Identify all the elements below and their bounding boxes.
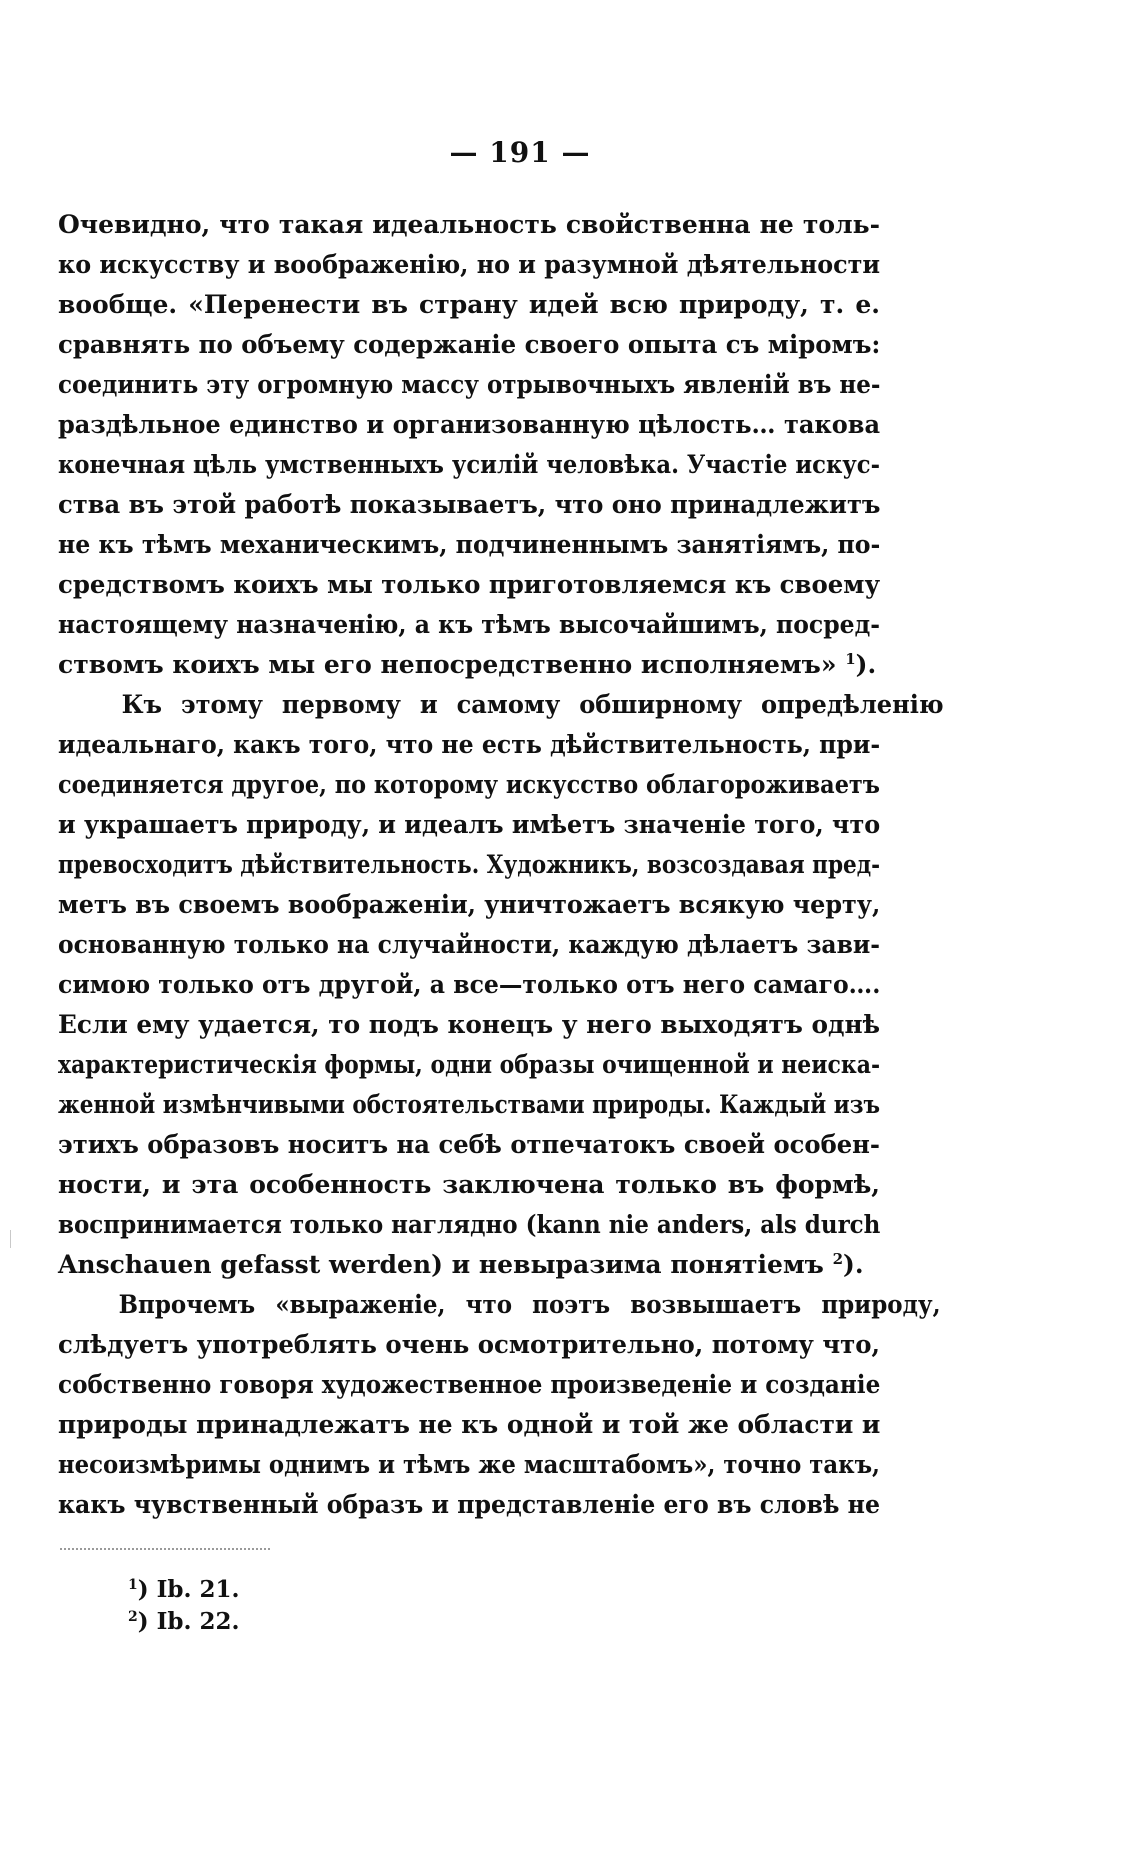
paragraph-end-line — [58, 645, 880, 685]
text-line: ко искусству и воображенію, но и разумной дѣятельности — [58, 250, 881, 279]
text-line: природы принадлежатъ не къ одной и той же области и — [58, 1410, 881, 1439]
text-line: не къ тѣмъ механическимъ, подчиненнымъ занятіямъ, по- — [58, 530, 881, 559]
footnote-mark: 1 — [128, 1577, 138, 1593]
text-line: слѣдуетъ употреблять очень осмотрительно, потому что, — [58, 1330, 880, 1359]
text-line: соединяется другое, по которому искусство облагороживаетъ — [58, 770, 880, 799]
paragraph-end-line — [58, 1245, 880, 1285]
footnotes — [128, 1574, 240, 1638]
footnote-ref-close: ). — [843, 1250, 864, 1279]
text-line: Очевидно, что такая идеальность свойственна не толь- — [58, 210, 880, 239]
text-line: превосходитъ дѣйствительность. Художникъ, возсоздавая пред- — [58, 850, 881, 879]
footnote-ref-close: ). — [855, 650, 877, 679]
text-line: настоящему назначенію, а къ тѣмъ высочайшимъ, посред- — [58, 610, 880, 639]
text-line: соединить эту огромную массу отрывочныхъ явленій въ не- — [58, 370, 881, 399]
text-line: конечная цѣль умственныхъ усилій человѣка. Участіе искус- — [58, 450, 881, 479]
text-line: симою только отъ другой, а все—только отъ него самаго…. — [58, 970, 881, 999]
text-line: воспринимается только наглядно (kann nie anders, als durch — [58, 1210, 881, 1239]
text-line: ности, и эта особенность заключена только въ формѣ, — [58, 1170, 880, 1199]
text-line: собственно говоря художественное произведеніе и созданіе — [58, 1370, 881, 1399]
page-number: — 191 — — [449, 136, 591, 169]
footnote-mark: 2 — [128, 1609, 138, 1625]
scan-margin-mark — [10, 1230, 11, 1248]
text-line: этихъ образовъ носитъ на себѣ отпечатокъ своей особен- — [58, 1130, 880, 1159]
text-line: характеристическія формы, одни образы очищенной и неиска- — [58, 1050, 881, 1079]
text-line: идеальнаго, какъ того, что не есть дѣйствительность, при- — [58, 730, 881, 759]
text-line: какъ чувственный образъ и представленіе его въ словѣ не — [58, 1490, 880, 1519]
text-line: Къ этому первому и самому обширному опредѣленію — [121, 690, 944, 719]
footnote-ref-2: 2 — [832, 1250, 844, 1268]
text-line: раздѣльное единство и организованную цѣлость… такова — [58, 410, 881, 439]
text-line: метъ въ своемъ воображеніи, уничтожаетъ всякую черту, — [58, 890, 881, 919]
text-line: Впрочемъ «выраженіе, что поэтъ возвышаетъ природу, — [118, 1290, 941, 1319]
body-text — [58, 205, 944, 1525]
text-line: сравнять по объему содержаніе своего опыта съ міромъ: — [58, 330, 881, 359]
text-line: ства въ этой работѣ показываетъ, что оно принадлежитъ — [58, 490, 881, 519]
text-line: основанную только на случайности, каждую дѣлаетъ зави- — [58, 930, 881, 959]
text-line: несоизмѣримы однимъ и тѣмъ же масштабомъ», точно такъ, — [58, 1450, 880, 1479]
footnote-1 — [128, 1574, 240, 1606]
text-line: средствомъ коихъ мы только приготовляемся къ своему — [58, 570, 881, 599]
footnote-divider — [60, 1548, 270, 1550]
footnote-text: ) Ib. 21. — [137, 1576, 240, 1603]
text-line: Если ему удается, то подъ конецъ у него выходятъ однѣ — [58, 1010, 881, 1039]
text-line: и украшаетъ природу, и идеалъ имѣетъ значеніе того, что — [58, 810, 881, 839]
text-line: женной измѣнчивыми обстоятельствами природы. Каждый изъ — [58, 1090, 880, 1119]
line-text: ствомъ коихъ мы его непосредственно исполняемъ» — [58, 650, 837, 679]
footnote-2 — [128, 1606, 240, 1638]
line-text: Anschauen gefasst werden) и невыразима понятіемъ — [58, 1250, 824, 1279]
text-line: вообще. «Перенести въ страну идей всю природу, т. е. — [58, 290, 880, 319]
footnote-ref-1: 1 — [845, 650, 856, 668]
footnote-text: ) Ib. 22. — [137, 1608, 240, 1635]
